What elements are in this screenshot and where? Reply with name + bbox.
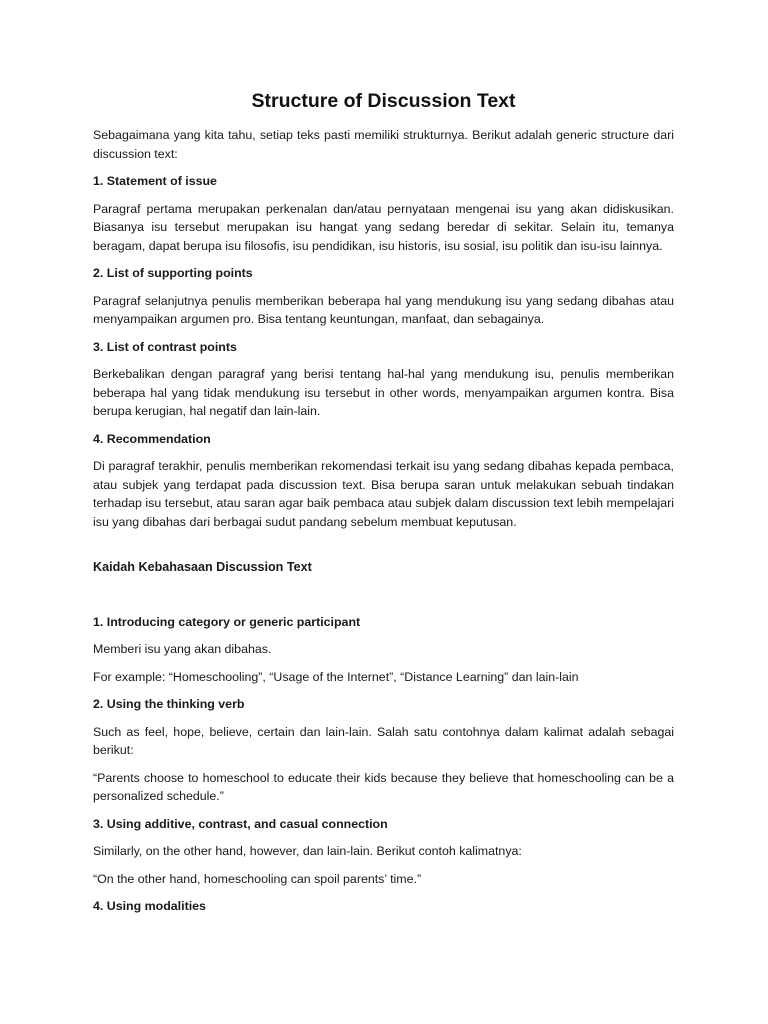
structure-heading-2: 2. List of supporting points <box>93 266 253 280</box>
kaidah-paragraph: Similarly, on the other hand, however, dan lain-lain. Berikut contoh kalimatnya: <box>93 844 522 858</box>
structure-heading-1: 1. Statement of issue <box>93 174 217 188</box>
page-title: Structure of Discussion Text <box>251 90 516 112</box>
intro-paragraph: Sebagaimana yang kita tahu, setiap teks pasti memiliki strukturnya. Berikut adalah generic structure dari discussion text: <box>93 128 674 161</box>
kaidah-heading-2: 2. Using the thinking verb <box>93 697 245 711</box>
kaidah-paragraph: Memberi isu yang akan dibahas. <box>93 642 272 656</box>
kaidah-paragraph: Such as feel, hope, believe, certain dan lain-lain. Salah satu contohnya dalam kalimat adalah sebagai berikut: <box>93 724 674 757</box>
structure-body-2: Paragraf selanjutnya penulis memberikan beberapa hal yang mendukung isu yang sedang dibahas atau menyampaikan argumen pro. Bisa tentang keuntungan, manfaat, dan sebagainya. <box>93 293 674 326</box>
structure-body-4: Di paragraf terakhir, penulis memberikan rekomendasi terkait isu yang sedang dibahas kepada pembaca, atau subjek yang terdapat pada discussion text. Bisa berupa saran untuk melakukan sebuah tindakan terhadap isu tersebut, atau saran agar baik pembaca atau subjek dalam discussion text lebih mempelajari isu yang dibahas dari berbagai sudut pandang sebelum membuat keputusan. <box>93 459 674 529</box>
kaidah-heading-1: 1. Introducing category or generic participant <box>93 614 361 629</box>
structure-heading-3: 3. List of contrast points <box>93 339 237 354</box>
structure-heading-4: 4. Recommendation <box>93 431 211 446</box>
kaidah-example-quote: “On the other hand, homeschooling can spoil parents’ time.” <box>93 871 422 886</box>
structure-body-3: Berkebalikan dengan paragraf yang berisi tentang hal-hal yang mendukung isu, penulis memberikan beberapa hal yang tidak mendukung isu tersebut in other words, menyampaikan argumen kontra. Bisa berupa kerugian, hal negatif dan lain-lain. <box>93 367 674 418</box>
kaidah-heading-3: 3. Using additive, contrast, and casual connection <box>93 816 388 831</box>
kaidah-example-quote: “Parents choose to homeschool to educate their kids because they believe that homeschooling can be a personalized schedule.” <box>93 770 674 803</box>
kaidah-section-title: Kaidah Kebahasaan Discussion Text <box>93 560 312 574</box>
kaidah-paragraph: For example: “Homeschooling”, “Usage of the Internet”, “Distance Learning” dan lain-lain <box>93 669 579 684</box>
kaidah-heading-4: 4. Using modalities <box>93 899 206 913</box>
structure-body-1: Paragraf pertama merupakan perkenalan dan/atau pernyataan mengenai isu yang akan didiskusikan. Biasanya isu tersebut merupakan isu hangat yang sedang beredar di sekitar. Selain itu, temanya beragam, dapat berupa isu filosofis, isu pendidikan, isu historis, isu sosial, isu politik dan isu-isu lainnya. <box>93 201 674 253</box>
